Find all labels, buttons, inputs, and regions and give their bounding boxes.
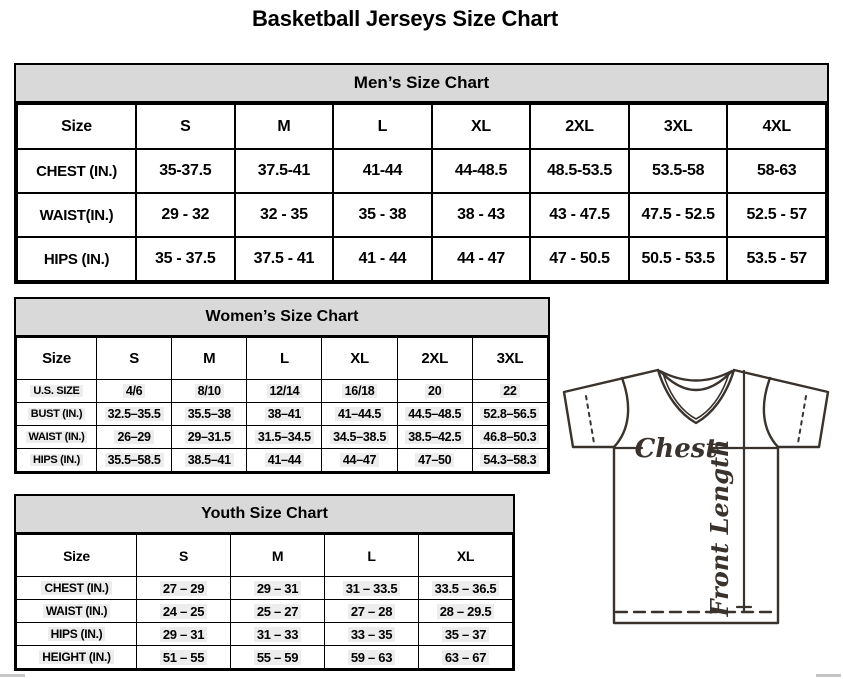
size-header-row [17,338,548,380]
mens-chart-title-bar: Men’s Size Chart [16,65,827,103]
row-label-cell: HEIGHT (IN.) [17,646,137,669]
scrollbar-fragment-right [816,674,841,677]
table-row [17,623,513,646]
value-cell: 4/6 [97,380,172,403]
value-cell: 44.5–48.5 [397,403,472,426]
value-cell: 31 – 33 [231,623,325,646]
value-cell: 54.3–58.3 [472,449,547,472]
column-header-cell: 3XL [629,104,728,149]
page-title: Basketball Jerseys Size Chart [251,6,559,31]
value-cell: 34.5–38.5 [322,426,397,449]
value-cell: 29 - 32 [136,193,235,237]
value-cell: 16/18 [322,380,397,403]
column-header-cell: XL [322,338,397,380]
value-cell: 29–31.5 [172,426,247,449]
value-cell: 44 - 47 [432,237,531,281]
size-header-cell: Size [17,535,137,577]
table-row [17,380,548,403]
jersey-vneck-outer-path [658,370,734,423]
column-header-cell: 2XL [397,338,472,380]
value-cell: 32 - 35 [235,193,334,237]
size-header-row [17,104,826,149]
value-cell: 38.5–41 [172,449,247,472]
value-cell: 41-44 [333,149,432,193]
value-cell: 35 - 38 [333,193,432,237]
value-cell: 50.5 - 53.5 [629,237,728,281]
value-cell: 52.8–56.5 [472,403,547,426]
value-cell: 55 – 59 [231,646,325,669]
value-cell: 35.5–58.5 [97,449,172,472]
value-cell: 38–41 [247,403,322,426]
jersey-body-path [614,447,778,623]
jersey-right-sleeve-path [734,370,828,447]
value-cell: 46.8–50.3 [472,426,547,449]
row-label-cell: HIPS (IN.) [17,237,136,281]
value-cell: 35 - 37.5 [136,237,235,281]
youth-size-table [16,534,513,669]
row-label-cell: WAIST (IN.) [17,426,97,449]
jersey-measurement-diagram [556,360,840,632]
value-cell: 20 [397,380,472,403]
table-row [17,449,548,472]
value-cell: 29 – 31 [231,577,325,600]
table-row [17,237,826,281]
value-cell: 47–50 [397,449,472,472]
column-header-cell: XL [432,104,531,149]
size-header-cell: Size [17,104,136,149]
column-header-cell: S [137,535,231,577]
value-cell: 53.5 - 57 [727,237,826,281]
column-header-cell: M [172,338,247,380]
value-cell: 31.5–34.5 [247,426,322,449]
value-cell: 41 - 44 [333,237,432,281]
value-cell: 32.5–35.5 [97,403,172,426]
table-row [17,403,548,426]
value-cell: 38.5–42.5 [397,426,472,449]
value-cell: 25 – 27 [231,600,325,623]
value-cell: 44-48.5 [432,149,531,193]
column-header-cell: L [325,535,419,577]
jersey-right-seam-path [764,378,778,447]
value-cell: 53.5-58 [629,149,728,193]
value-cell: 28 – 29.5 [419,600,513,623]
value-cell: 37.5 - 41 [235,237,334,281]
jersey-collar-back-arc [660,371,732,381]
value-cell: 41–44 [247,449,322,472]
column-header-cell: XL [419,535,513,577]
table-row [17,646,513,669]
jersey-left-seam-path [614,378,628,447]
chest-label: Chest [634,434,718,464]
row-label-cell: WAIST (IN.) [17,600,137,623]
value-cell: 27 – 28 [325,600,419,623]
value-cell: 37.5-41 [235,149,334,193]
column-header-cell: S [97,338,172,380]
jersey-right-cuff-stitch [798,396,806,443]
column-header-cell: L [333,104,432,149]
value-cell: 26–29 [97,426,172,449]
value-cell: 44–47 [322,449,397,472]
row-label-cell: BUST (IN.) [17,403,97,426]
value-cell: 38 - 43 [432,193,531,237]
value-cell: 29 – 31 [137,623,231,646]
mens-size-table [16,103,827,282]
column-header-cell: M [235,104,334,149]
row-label-cell: HIPS (IN.) [17,449,97,472]
value-cell: 59 – 63 [325,646,419,669]
row-label-cell: HIPS (IN.) [17,623,137,646]
womens-size-table [16,337,548,472]
row-label-cell: CHEST (IN.) [17,577,137,600]
size-header-row [17,535,513,577]
row-label-cell: CHEST (IN.) [17,149,136,193]
size-header-cell: Size [17,338,97,380]
row-label-cell: U.S. SIZE [17,380,97,403]
column-header-cell: M [231,535,325,577]
value-cell: 35-37.5 [136,149,235,193]
value-cell: 52.5 - 57 [727,193,826,237]
youth-chart-title-bar: Youth Size Chart [16,496,513,534]
value-cell: 31 – 33.5 [325,577,419,600]
column-header-cell: 4XL [727,104,826,149]
value-cell: 43 - 47.5 [530,193,629,237]
value-cell: 63 – 67 [419,646,513,669]
value-cell: 33.5 – 36.5 [419,577,513,600]
womens-chart-title-bar: Women’s Size Chart [16,299,548,337]
value-cell: 47.5 - 52.5 [629,193,728,237]
front-length-label: Front Length [705,439,734,617]
value-cell: 8/10 [172,380,247,403]
column-header-cell: S [136,104,235,149]
value-cell: 12/14 [247,380,322,403]
table-row [17,426,548,449]
value-cell: 58-63 [727,149,826,193]
table-row [17,600,513,623]
value-cell: 35.5–38 [172,403,247,426]
column-header-cell: L [247,338,322,380]
value-cell: 33 – 35 [325,623,419,646]
youth-size-chart [14,494,515,671]
value-cell: 35 – 37 [419,623,513,646]
column-header-cell: 3XL [472,338,547,380]
value-cell: 47 - 50.5 [530,237,629,281]
value-cell: 51 – 55 [137,646,231,669]
value-cell: 41–44.5 [322,403,397,426]
table-row [17,149,826,193]
womens-size-chart [14,297,550,474]
value-cell: 48.5-53.5 [530,149,629,193]
mens-size-chart [14,63,829,284]
scrollbar-fragment-left [0,674,25,677]
column-header-cell: 2XL [530,104,629,149]
table-row [17,193,826,237]
row-label-cell: WAIST(IN.) [17,193,136,237]
value-cell: 24 – 25 [137,600,231,623]
table-row [17,577,513,600]
value-cell: 22 [472,380,547,403]
jersey-left-cuff-stitch [586,396,594,443]
value-cell: 27 – 29 [137,577,231,600]
